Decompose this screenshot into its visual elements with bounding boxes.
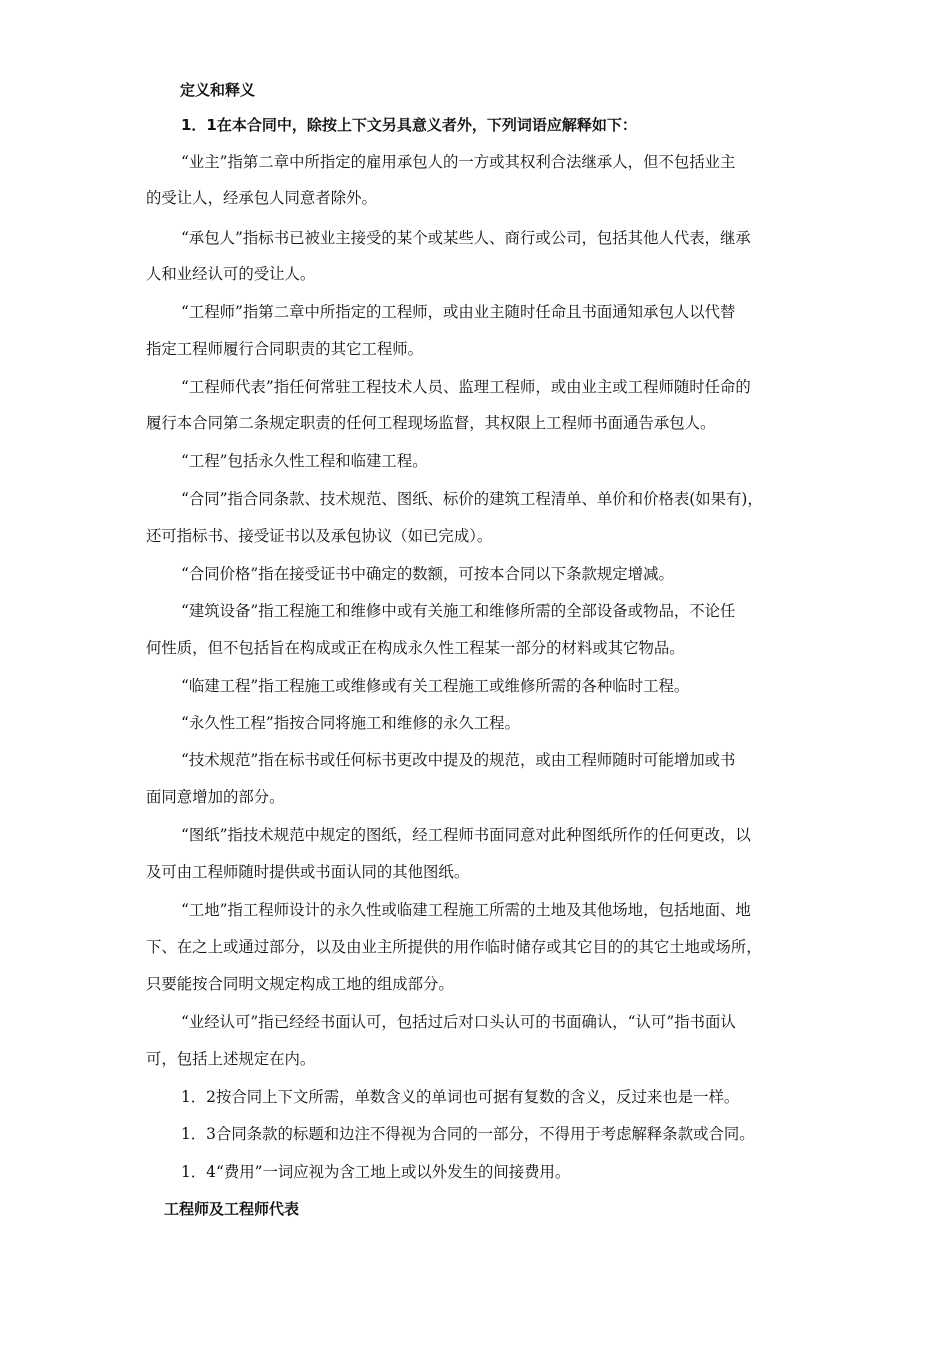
definition-works: “工程”包括永久性工程和临建工程。	[181, 452, 428, 470]
definition-contractor-line-2: 人和业经认可的受让人。	[146, 265, 316, 283]
definition-equipment-line-2: 何性质，但不包括旨在构成或正在构成永久性工程某一部分的材料或其它物品。	[146, 639, 685, 657]
definition-owner-line-2: 的受让人，经承包人同意者除外。	[146, 189, 377, 207]
definition-equipment-line-1: “建筑设备”指工程施工和维修中或有关施工和维修所需的全部设备或物品，不论任	[181, 602, 736, 620]
section-title-engineer: 工程师及工程师代表	[164, 1200, 300, 1218]
clause-1-4: 1．4“费用”一词应视为含工地上或以外发生的间接费用。	[181, 1163, 571, 1181]
definition-specification-line-2: 面同意增加的部分。	[146, 788, 285, 806]
definition-approved-line-2: 可，包括上述规定在内。	[146, 1050, 316, 1068]
clause-1-1: 1．1在本合同中，除按上下文另具意义者外，下列词语应解释如下：	[181, 116, 637, 134]
definition-engineer-rep-line-2: 履行本合同第二条规定职责的任何工程现场监督，其权限上工程师书面通告承包人。	[146, 414, 716, 432]
definition-drawings-line-1: “图纸”指技术规范中规定的图纸，经工程师书面同意对此种图纸所作的任何更改，以	[181, 826, 751, 844]
definition-owner-line-1: “业主”指第二章中所指定的雇用承包人的一方或其权利合法继承人，但不包括业主	[181, 153, 736, 171]
definition-approved-line-1: “业经认可”指已经经书面认可，包括过后对口头认可的书面确认，“认可”指书面认	[181, 1013, 736, 1031]
definition-specification-line-1: “技术规范”指在标书或任何标书更改中提及的规范，或由工程师随时可能增加或书	[181, 751, 736, 769]
definition-permanent-works: “永久性工程”指按合同将施工和维修的永久工程。	[181, 714, 520, 732]
definition-contractor-line-1: “承包人”指标书已被业主接受的某个或某些人、商行或公司，包括其他人代表，继承	[181, 229, 751, 247]
definition-engineer-rep-line-1: “工程师代表”指任何常驻工程技术人员、监理工程师，或由业主或工程师随时任命的	[181, 378, 751, 396]
definition-drawings-line-2: 及可由工程师随时提供或书面认同的其他图纸。	[146, 863, 470, 881]
clause-1-3: 1．3合同条款的标题和边注不得视为合同的一部分，不得用于考虑解释条款或合同。	[181, 1125, 755, 1143]
definition-contract-price: “合同价格”指在接受证书中确定的数额，可按本合同以下条款规定增减。	[181, 565, 674, 583]
definition-contract-line-1: “合同”指合同条款、技术规范、图纸、标价的建筑工程清单、单价和价格表(如果有)，	[181, 490, 763, 508]
definition-site-line-3: 只要能按合同明文规定构成工地的组成部分。	[146, 975, 454, 993]
definition-temporary-works: “临建工程”指工程施工或维修或有关工程施工或维修所需的各种临时工程。	[181, 677, 690, 695]
definition-engineer-line-2: 指定工程师履行合同职责的其它工程师。	[146, 340, 424, 358]
definition-site-line-1: “工地”指工程师设计的永久性或临建工程施工所需的土地及其他场地，包括地面、地	[181, 901, 751, 919]
clause-1-2: 1．2按合同上下文所需，单数含义的单词也可据有复数的含义，反过来也是一样。	[181, 1088, 740, 1106]
definition-contract-line-2: 还可指标书、接受证书以及承包协议（如已完成）。	[146, 527, 493, 545]
definition-site-line-2: 下、在之上或通过部分，以及由业主所提供的用作临时储存或其它目的的其它土地或场所，	[146, 938, 762, 956]
definition-engineer-line-1: “工程师”指第二章中所指定的工程师，或由业主随时任命且书面通知承包人以代替	[181, 303, 736, 321]
section-title-definitions: 定义和释义	[180, 81, 256, 99]
